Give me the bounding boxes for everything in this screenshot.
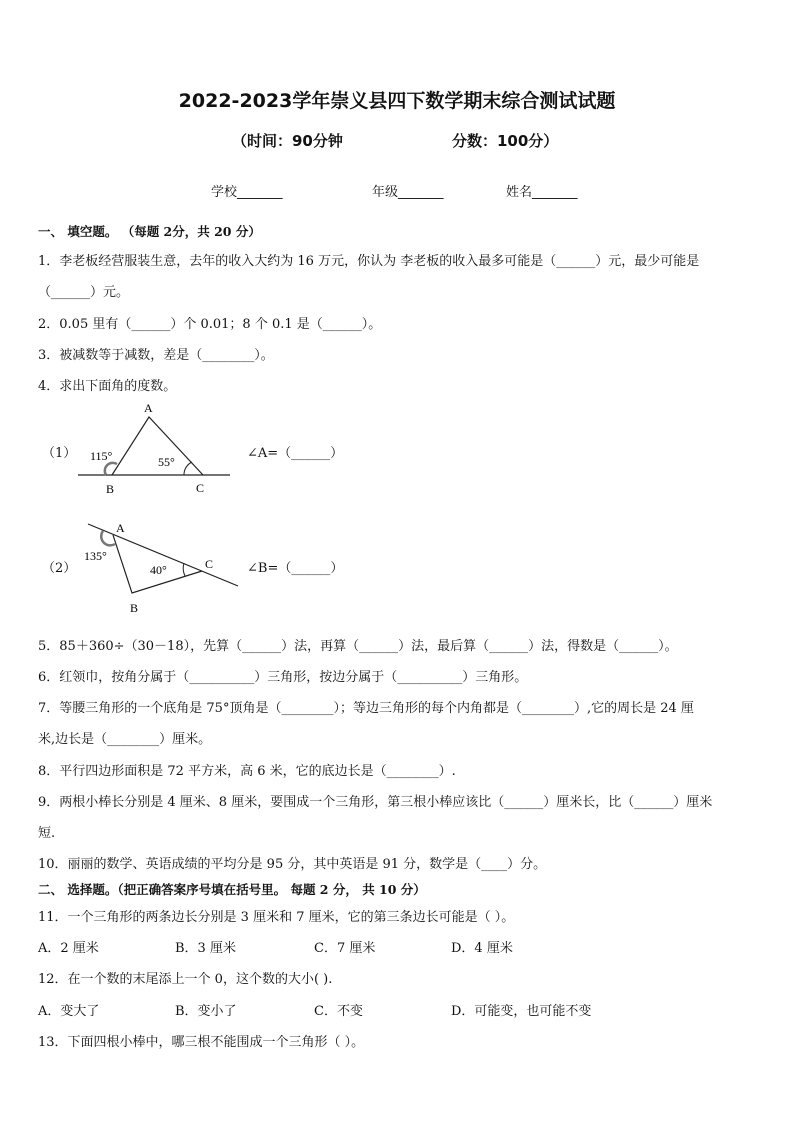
figure-1-number: （1） (42, 446, 77, 461)
question-13-stem: 13．下面四根小棒中，哪三根不能围成一个三角形（ ）。 (38, 1035, 365, 1050)
figure-2-angle-a: 135° (84, 549, 107, 563)
question-8: 8．平行四边形面积是 72 平方米，高 6 米，它的底边长是（________）. (38, 764, 456, 779)
figure-2-angle-c: 40° (150, 563, 167, 577)
page-title: 2022-2023学年崇义县四下数学期末综合测试试题 (178, 90, 616, 112)
question-12-option-c: C．不变 (314, 1004, 363, 1019)
question-6: 6．红领巾，按角分属于（__________）三角形，按边分属于（__________）三角形。 (38, 670, 528, 685)
school-field: 学校_______ (211, 185, 283, 200)
figure-2-label-c: C (205, 557, 214, 571)
name-field: 姓名_______ (506, 185, 578, 200)
question-9-line-1: 9．两根小棒长分别是 4 厘米、8 厘米，要围成一个三角形，第三根小棒应该比（______）厘米长，比（______）厘米 (38, 795, 713, 810)
figure-2-triangle (80, 516, 245, 616)
exam-meta (232, 130, 559, 151)
question-11-option-a: A．2 厘米 (38, 941, 99, 956)
question-4-stem: 4．求出下面角的度数。 (38, 379, 177, 394)
question-7-line-1: 7．等腰三角形的一个底角是 75°顶角是（________）；等边三角形的每个内角都是（________）,它的周长是 24 厘 (38, 701, 694, 716)
figure-1-label-b: B (106, 482, 115, 496)
question-1-line-2: （______）元。 (38, 285, 130, 300)
question-10: 10．丽丽的数学、英语成绩的平均分是 95 分，其中英语是 91 分，数学是（____）分。 (38, 857, 547, 872)
figure-1-angle-c: 55° (158, 455, 175, 469)
question-2: 2．0.05 里有（______）个 0.01；8 个 0.1 是（______）。 (38, 317, 382, 332)
question-1-line-1: 1．李老板经营服装生意，去年的收入大约为 16 万元，你认为 李老板的收入最多可能是（______）元，最少可能是 (38, 254, 700, 269)
figure-1-label-c: C (196, 481, 205, 495)
figure-1-answer: ∠A=（______） (247, 446, 344, 461)
question-9-line-2: 短. (38, 826, 56, 841)
question-3: 3．被减数等于减数，差是（________）。 (38, 348, 274, 363)
figure-2-number: （2） (42, 561, 77, 576)
question-11-option-c: C．7 厘米 (314, 941, 376, 956)
figure-2-label-a: A (116, 521, 125, 535)
question-12-stem: 12．在一个数的末尾添上一个 0，这个数的大小( ). (38, 972, 333, 987)
question-12-option-b: B．变小了 (175, 1004, 237, 1019)
figure-2-label-b: B (130, 601, 139, 615)
exam-time: （时间：90分钟 (232, 132, 343, 150)
figure-1-triangle (70, 398, 240, 498)
figure-2-answer: ∠B=（______） (247, 561, 344, 576)
question-12-option-a: A．变大了 (38, 1004, 100, 1019)
section-1-title: 一、 填空题。 （每题 2分，共 20 分） (38, 224, 261, 239)
question-11-stem: 11．一个三角形的两条边长分别是 3 厘米和 7 厘米，它的第三条边长可能是（ ）。 (38, 910, 515, 925)
question-7-line-2: 米,边长是（________）厘米。 (38, 732, 212, 747)
question-12-option-d: D．可能变，也可能不变 (451, 1004, 592, 1019)
question-11-option-b: B．3 厘米 (175, 941, 236, 956)
grade-field: 年级_______ (372, 185, 444, 200)
question-11-option-d: D．4 厘米 (451, 941, 513, 956)
exam-score: 分数：100分） (452, 132, 559, 150)
question-5: 5．85＋360÷（30－18），先算（______）法，再算（______）法，最后算（______）法，得数是（______）。 (38, 639, 678, 654)
figure-1-label-a: A (144, 401, 153, 415)
section-2-title: 二、 选择题。（把正确答案序号填在括号里。 每题 2 分， 共 10 分） (38, 882, 426, 897)
figure-1-angle-b: 115° (90, 449, 113, 463)
